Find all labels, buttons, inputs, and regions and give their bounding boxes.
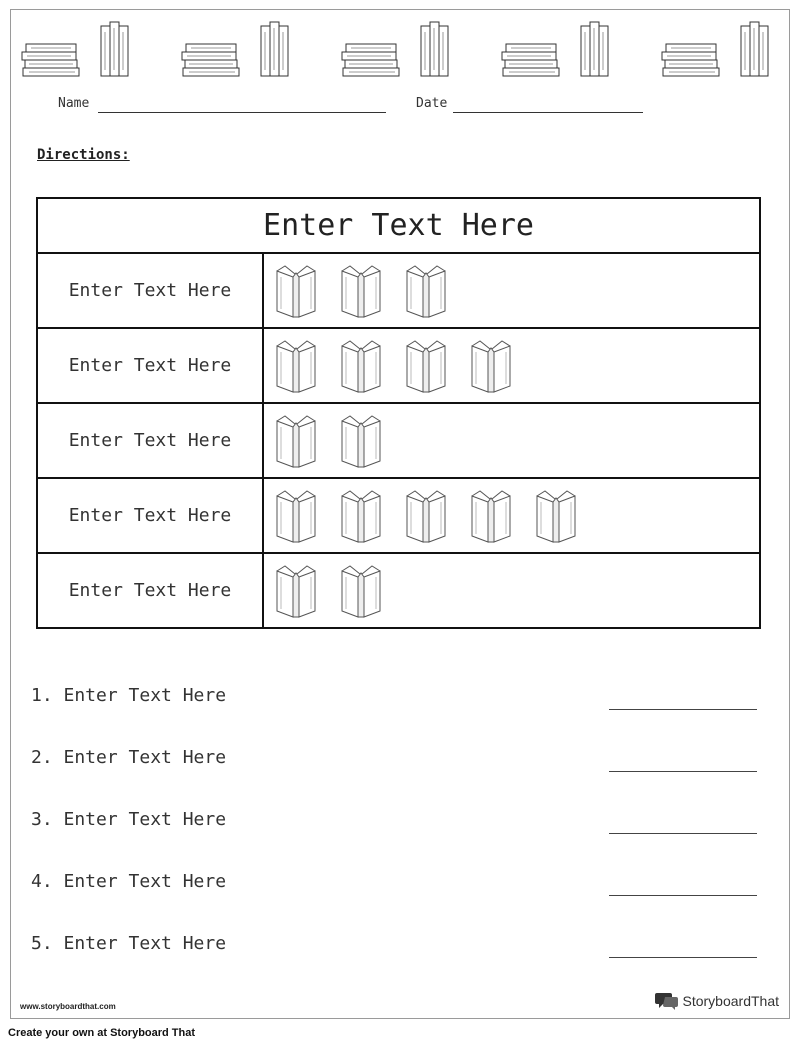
- pictograph-title: Enter Text Here: [38, 199, 759, 254]
- question-item: [31, 871, 771, 901]
- date-line[interactable]: [453, 112, 643, 113]
- upright-books-icon: [739, 20, 771, 80]
- storyboard-caption[interactable]: Create your own at Storyboard That: [8, 1027, 196, 1039]
- pictograph-table: [36, 197, 761, 629]
- open-book-icon: [274, 488, 318, 544]
- question-item: [31, 809, 771, 839]
- open-book-icon: [469, 488, 513, 544]
- question-item: [31, 747, 771, 777]
- answer-line[interactable]: [609, 709, 757, 710]
- upright-books-icon: [579, 20, 611, 80]
- open-book-icon: [469, 338, 513, 394]
- question-item: [31, 685, 771, 715]
- question-text: 2. Enter Text Here: [31, 747, 227, 768]
- open-book-icon: [339, 488, 383, 544]
- upright-books-icon: [259, 20, 291, 80]
- pictograph-row-icons: [264, 254, 759, 327]
- open-book-icon: [339, 563, 383, 619]
- pictograph-row-icons: [264, 479, 759, 552]
- pictograph-row-label: Enter Text Here: [38, 254, 264, 327]
- question-text: 3. Enter Text Here: [31, 809, 227, 830]
- open-book-icon: [274, 563, 318, 619]
- open-book-icon: [274, 338, 318, 394]
- name-label: Name: [58, 96, 90, 111]
- answer-line[interactable]: [609, 957, 757, 958]
- pictograph-row: [38, 404, 759, 479]
- header-decoration: [11, 18, 791, 86]
- pictograph-row-label: Enter Text Here: [38, 329, 264, 402]
- name-line[interactable]: [98, 112, 386, 113]
- open-book-icon: [274, 263, 318, 319]
- pictograph-row-label: Enter Text Here: [38, 554, 264, 627]
- pictograph-row: [38, 254, 759, 329]
- question-text: 1. Enter Text Here: [31, 685, 227, 706]
- pictograph-row-icons: [264, 329, 759, 402]
- upright-books-icon: [99, 20, 131, 80]
- answer-line[interactable]: [609, 833, 757, 834]
- date-label: Date: [416, 96, 448, 111]
- question-item: [31, 933, 771, 963]
- pictograph-row-label: Enter Text Here: [38, 404, 264, 477]
- pictograph-row: [38, 329, 759, 404]
- footer-url: www.storyboardthat.com: [20, 1002, 116, 1011]
- book-stack-icon: [21, 20, 81, 80]
- storyboardthat-logo: [655, 992, 780, 1010]
- open-book-icon: [404, 338, 448, 394]
- open-book-icon: [274, 413, 318, 469]
- answer-line[interactable]: [609, 771, 757, 772]
- book-stack-icon: [341, 20, 401, 80]
- open-book-icon: [339, 413, 383, 469]
- book-stack-icon: [501, 20, 561, 80]
- open-book-icon: [534, 488, 578, 544]
- open-book-icon: [339, 263, 383, 319]
- open-book-icon: [339, 338, 383, 394]
- question-text: 4. Enter Text Here: [31, 871, 227, 892]
- pictograph-row-label: Enter Text Here: [38, 479, 264, 552]
- question-text: 5. Enter Text Here: [31, 933, 227, 954]
- pictograph-row-icons: [264, 554, 759, 627]
- directions-heading: Directions:: [37, 147, 130, 163]
- pictograph-row-icons: [264, 404, 759, 477]
- brand-name: StoryboardThat: [682, 993, 779, 1009]
- pictograph-row: [38, 554, 759, 627]
- book-stack-icon: [661, 20, 721, 80]
- open-book-icon: [404, 263, 448, 319]
- speech-bubble-icon: [655, 992, 679, 1010]
- book-stack-icon: [181, 20, 241, 80]
- upright-books-icon: [419, 20, 451, 80]
- worksheet-page: [10, 9, 790, 1019]
- answer-line[interactable]: [609, 895, 757, 896]
- pictograph-row: [38, 479, 759, 554]
- open-book-icon: [404, 488, 448, 544]
